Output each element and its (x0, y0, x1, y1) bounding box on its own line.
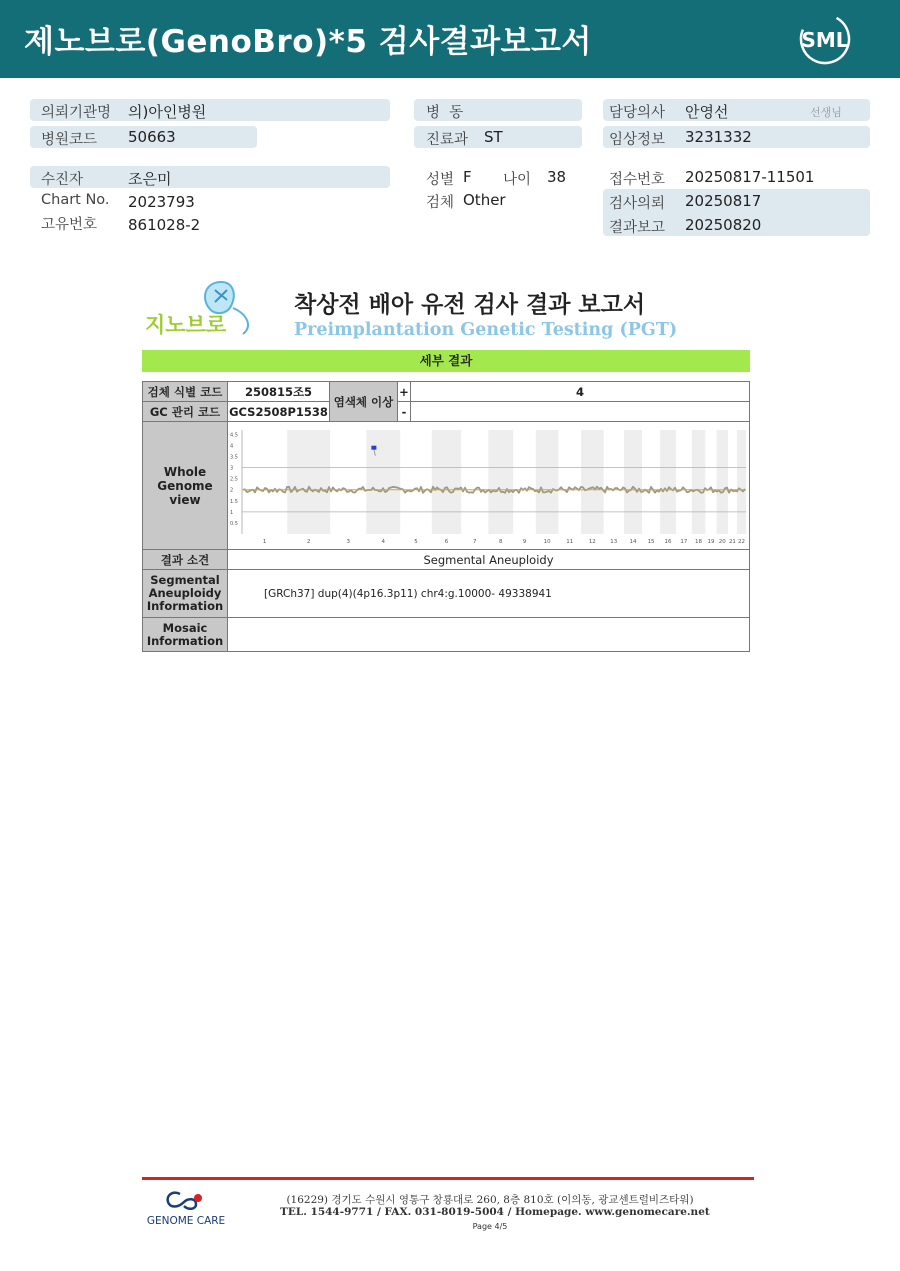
header-bar (0, 0, 900, 78)
x-tick-label: 13 (610, 538, 618, 545)
mosaic-info-value (228, 618, 750, 652)
x-tick-label: 2 (306, 538, 311, 545)
age-value: 38 (547, 168, 567, 186)
footer-address: (16229) 경기도 수원시 영통구 창룡대로 260, 8층 810호 (이의동, 광교센트럴비즈타워) (286, 1194, 694, 1206)
minus-sign: - (398, 402, 411, 422)
hospital-code-label: 병원코드 (41, 132, 98, 148)
x-tick-label: 20 (718, 538, 726, 545)
ward-label: 병 동 (426, 105, 464, 121)
table-row (143, 402, 750, 422)
x-tick-label: 21 (728, 538, 736, 545)
mosaic-info-label: Mosaic Information (143, 618, 228, 652)
genobro-logo (143, 278, 255, 340)
x-tick-label: 9 (522, 538, 527, 545)
doctor-value: 안영선 (685, 103, 729, 121)
x-tick-label: 4 (381, 538, 386, 545)
x-tick-label: 7 (473, 538, 477, 545)
sml-logo (798, 12, 852, 66)
age-label: 나이 (503, 172, 532, 188)
sex-label: 성별 (426, 172, 455, 188)
y-tick-label: 4.5 (230, 431, 238, 438)
genobro-logo-text: 지노브로 (145, 313, 227, 337)
finding-value: Segmental Aneuploidy (228, 550, 750, 570)
table-row (143, 570, 750, 618)
footer-page-number: Page 4/5 (472, 1222, 508, 1231)
doctor-suffix: 선생님 (810, 106, 842, 119)
footer-contact: TEL. 1544-9771 / FAX. 031-8019-5004 / Homepage. www.genomecare.net (280, 1206, 710, 1218)
request-label: 검사의뢰 (609, 196, 666, 212)
x-tick-label: 19 (707, 538, 715, 545)
report-date-value: 20250820 (685, 216, 762, 234)
chromosome-band (717, 430, 728, 534)
section-header: 세부 결과 (142, 350, 750, 372)
genome-care-icon (168, 1193, 202, 1209)
report-title: 착상전 배아 유전 검사 결과 보고서 (294, 292, 646, 318)
x-tick-label: 10 (543, 538, 551, 545)
x-tick-label: 17 (680, 538, 688, 545)
table-row (143, 550, 750, 570)
whole-genome-chart (228, 424, 748, 548)
receipt-value: 20250817-11501 (685, 168, 815, 186)
department-value: ST (484, 128, 503, 146)
table-row (143, 422, 750, 550)
chromosome-band (432, 430, 461, 534)
institution-label: 의뢰기관명 (41, 105, 112, 121)
x-tick-label: 6 (444, 538, 449, 545)
specimen-code-value: 250815조5 (228, 382, 330, 402)
y-tick-label: 3.5 (230, 454, 238, 461)
x-tick-label: 11 (566, 538, 574, 545)
receipt-label: 접수번호 (609, 172, 666, 188)
x-tick-label: 15 (647, 538, 655, 545)
footer-divider (142, 1177, 754, 1180)
y-tick-label: 2 (230, 487, 234, 494)
chromosome-band (692, 430, 706, 534)
report-date-label: 결과보고 (609, 220, 666, 236)
chromosome-band (536, 430, 559, 534)
sex-value: F (463, 168, 472, 186)
chromosome-band (581, 430, 604, 534)
clinical-label: 임상정보 (609, 132, 666, 148)
clinical-value: 3231332 (685, 128, 752, 146)
y-tick-label: 1 (230, 509, 234, 516)
x-tick-label: 3 (346, 538, 350, 545)
patient-label: 수진자 (41, 172, 84, 188)
report-subtitle: Preimplantation Genetic Testing (PGT) (294, 320, 678, 340)
request-value: 20250817 (685, 192, 762, 210)
unique-no-value: 861028-2 (128, 216, 201, 234)
x-tick-label: 16 (664, 538, 672, 545)
plus-sign: + (398, 382, 411, 402)
segmental-info-label: Segmental Aneuploidy Information (143, 570, 228, 618)
specimen-code-label: 검체 식별 코드 (143, 382, 228, 402)
wgv-chart-cell (228, 422, 750, 550)
genome-care-text: GENOME CARE (146, 1215, 226, 1227)
table-row (143, 382, 750, 402)
x-tick-label: 5 (414, 538, 418, 545)
y-tick-label: 3 (230, 465, 234, 472)
info-row-highlight (30, 166, 390, 188)
specimen-value: Other (463, 191, 506, 209)
hospital-code-value: 50663 (128, 128, 176, 146)
gc-code-value: GCS2508P1538 (228, 402, 330, 422)
chromosome-label: 염색체 이상 (330, 382, 398, 422)
y-tick-label: 1.5 (230, 498, 238, 505)
y-tick-label: 0.5 (230, 520, 238, 527)
x-tick-label: 1 (262, 538, 267, 545)
doctor-label: 담당의사 (609, 105, 666, 121)
minus-value (411, 402, 750, 422)
chromosome-band (660, 430, 676, 534)
x-tick-label: 8 (499, 538, 503, 545)
patient-value: 조은미 (128, 170, 172, 188)
chromosome-band (737, 430, 746, 534)
gain-segment-marker (371, 445, 376, 449)
gc-code-label: GC 관리 코드 (143, 402, 228, 422)
chromosome-band (366, 430, 400, 534)
finding-label: 결과 소견 (143, 550, 228, 570)
page-title: 제노브로(GenoBro)*5 검사결과보고서 (24, 24, 592, 60)
genome-care-logo (140, 1188, 232, 1228)
chromosome-band (488, 430, 513, 534)
x-tick-label: 12 (588, 538, 596, 545)
chromosome-band (624, 430, 642, 534)
result-table (142, 381, 750, 652)
sml-logo-text: SML (801, 28, 849, 52)
y-tick-label: 4 (230, 442, 234, 449)
chromosome-band (287, 430, 330, 534)
institution-value: 의)아인병원 (128, 103, 207, 121)
x-tick-label: 14 (629, 538, 637, 545)
y-tick-label: 2.5 (230, 476, 238, 483)
plus-value: 4 (411, 382, 750, 402)
x-tick-label: 18 (695, 538, 703, 545)
wgv-label: Whole Genome view (143, 422, 228, 550)
x-tick-label: 22 (737, 538, 745, 545)
chart-no-label: Chart No. (41, 192, 110, 208)
unique-no-label: 고유번호 (41, 217, 98, 233)
chart-no-value: 2023793 (128, 193, 195, 211)
specimen-label: 검체 (426, 195, 455, 211)
table-row (143, 618, 750, 652)
department-label: 진료과 (426, 132, 469, 148)
segmental-info-value: [GRCh37] dup(4)(4p16.3p11) chr4:g.10000- 49338941 (228, 570, 750, 618)
